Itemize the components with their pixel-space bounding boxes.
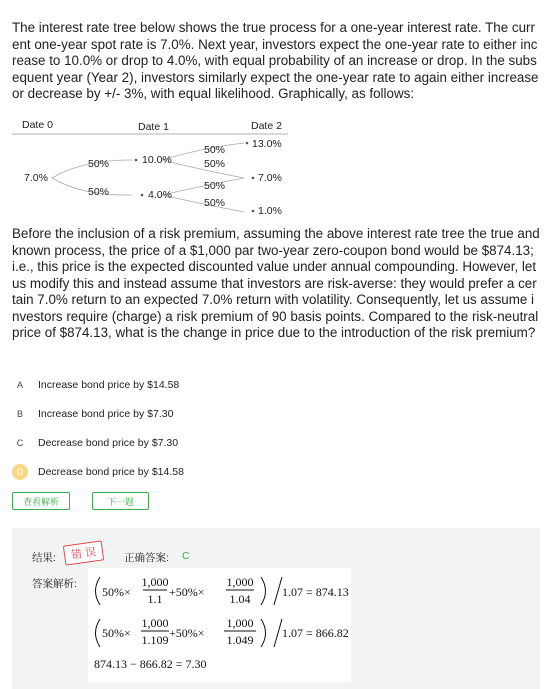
correct-answer-label: 正确答案: bbox=[124, 552, 169, 564]
formula-l1-den1: 1.1 bbox=[147, 592, 163, 606]
formula-l1-weight2: +50%× bbox=[169, 585, 205, 599]
option-d[interactable] bbox=[12, 457, 184, 486]
correct-answer-value: C bbox=[182, 550, 190, 562]
tree-prob-date1-down-down: 50% bbox=[204, 197, 226, 209]
option-letter-selected: D bbox=[12, 464, 28, 480]
tree-prob-date1-down-up: 50% bbox=[204, 180, 226, 192]
tree-prob-date1-up-up: 50% bbox=[204, 144, 226, 156]
next-question-button[interactable]: 下一题 bbox=[92, 492, 149, 510]
result-label: 结果: bbox=[32, 552, 56, 564]
formula-l1-den2: 1.04 bbox=[229, 592, 251, 606]
formula-graphic bbox=[88, 568, 351, 682]
result-status-badge: 错 误 bbox=[63, 540, 104, 565]
tree-date0-label: Date 0 bbox=[22, 119, 53, 131]
tree-rate-date0: 7.0% bbox=[24, 172, 48, 184]
question-text-part1: The interest rate tree below shows the true process for a one-year interest rate. The current one-year spot rate is 7.0%. Next year, investors expect the one-year rate to either increase to 10.0% or drop to 4.0%, with equal probability of an increase or drop. In the subsequent year (Year 2), investors similarly expect the one-year rate to again either increase or decrease by +/- 3%, with equal likelihood. Graphically, as follows: bbox=[12, 20, 539, 101]
formula-block bbox=[88, 568, 351, 682]
formula-l2-num1: 1,000 bbox=[141, 616, 169, 630]
result-panel bbox=[12, 528, 540, 689]
tree-rate-date2-dd: 1.0% bbox=[258, 205, 282, 217]
formula-l2-num2: 1,000 bbox=[226, 616, 254, 630]
formula-l1-num2: 1,000 bbox=[226, 575, 254, 589]
formula-l1-num1: 1,000 bbox=[141, 575, 169, 589]
option-text: Decrease bond price by $14.58 bbox=[38, 465, 184, 478]
tree-prob-date0-up: 50% bbox=[88, 158, 110, 170]
option-a[interactable] bbox=[12, 370, 184, 399]
answer-options bbox=[12, 370, 184, 486]
tree-date2-label: Date 2 bbox=[251, 120, 282, 132]
option-letter: A bbox=[16, 379, 23, 390]
interest-rate-tree bbox=[12, 116, 302, 220]
question-text-part2: Before the inclusion of a risk premium, assuming the above interest rate tree the true and known process, the price of a $1,000 par two-year zero-coupon bond would be $874.13; i.e., this price is the expected discounted value under annual compounding. However, let us modify this and instead assume that investors are risk-averse: they would prefer a certain 7.0% return to an expected 7.0% return with volatility. Consequently, let us assume investors require (charge) a risk premium of 90 basis points. Compared to the risk-neutral price of $874.13, what is the change in price due to the introduction of the risk premium? bbox=[12, 226, 540, 340]
tree-date1-label: Date 1 bbox=[138, 121, 169, 133]
formula-l2-den1: 1.109 bbox=[141, 633, 169, 647]
formula-l1-weight1: 50%× bbox=[102, 585, 131, 599]
view-analysis-button[interactable]: 查看解析 bbox=[12, 492, 70, 510]
option-b[interactable] bbox=[12, 399, 184, 428]
analysis-label: 答案解析: bbox=[32, 578, 77, 590]
formula-l2-result: 1.07 = 866.82 bbox=[282, 626, 349, 640]
formula-l2-weight1: 50%× bbox=[102, 626, 131, 640]
tree-rate-date1-down: 4.0% bbox=[148, 189, 172, 201]
formula-l2-weight2: +50%× bbox=[169, 626, 205, 640]
option-letter: B bbox=[16, 408, 23, 419]
option-text: Increase bond price by $14.58 bbox=[38, 378, 180, 391]
tree-prob-date1-up-down: 50% bbox=[204, 158, 226, 170]
tree-rate-date1-up: 10.0% bbox=[142, 154, 172, 166]
formula-l2-den2: 1.049 bbox=[226, 633, 254, 647]
tree-rate-date2-mid: 7.0% bbox=[258, 172, 282, 184]
option-letter: C bbox=[16, 437, 24, 448]
tree-prob-date0-down: 50% bbox=[88, 186, 110, 198]
option-text: Decrease bond price by $7.30 bbox=[38, 436, 179, 449]
formula-difference: 874.13 − 866.82 = 7.30 bbox=[94, 657, 207, 671]
option-c[interactable] bbox=[12, 428, 184, 457]
tree-rate-date2-uu: 13.0% bbox=[252, 138, 282, 150]
option-text: Increase bond price by $7.30 bbox=[38, 407, 174, 420]
formula-l1-result: 1.07 = 874.13 bbox=[282, 585, 349, 599]
